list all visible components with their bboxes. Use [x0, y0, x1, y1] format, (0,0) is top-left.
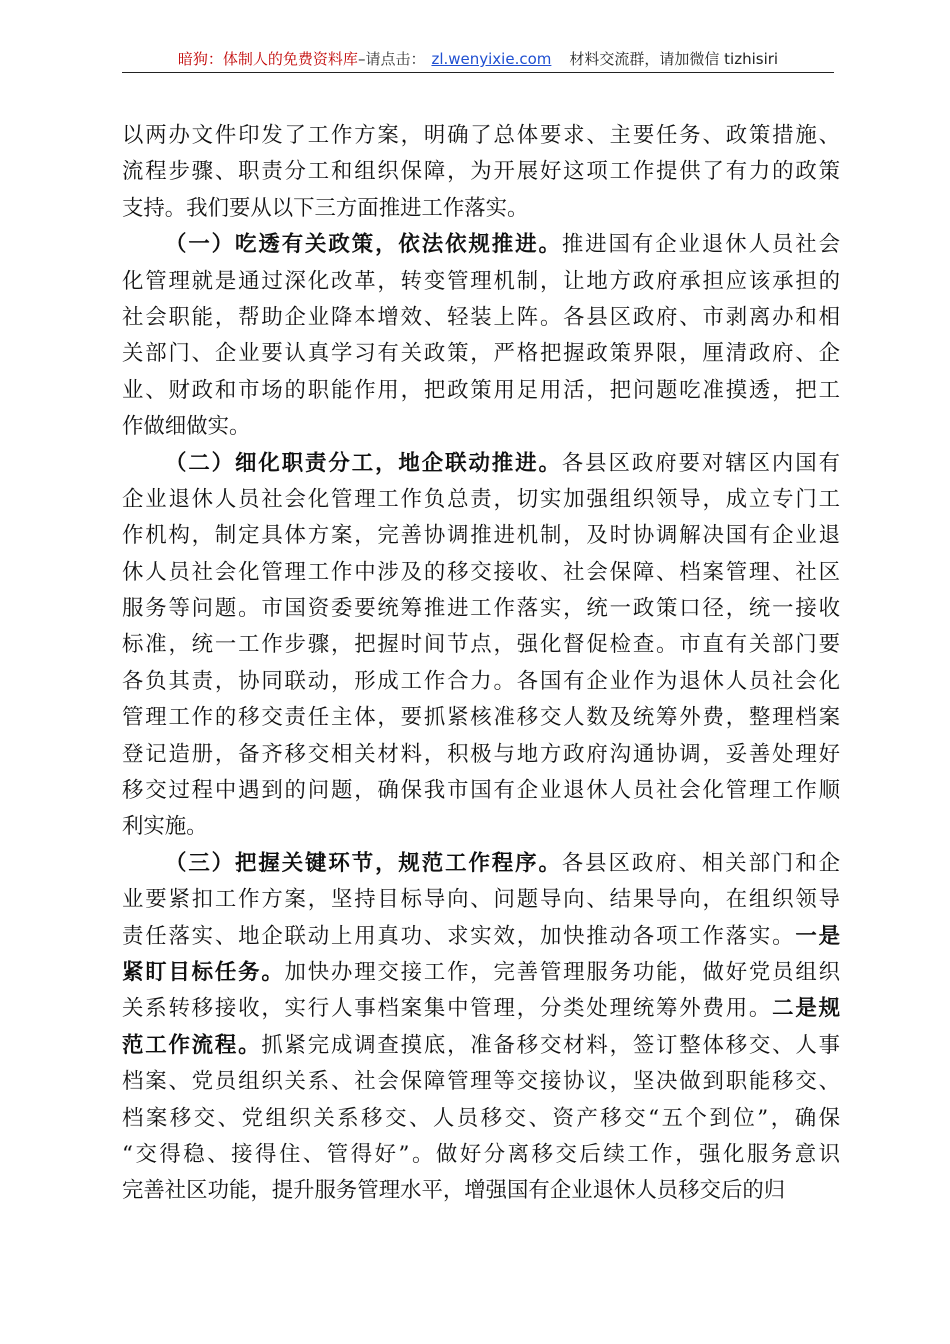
- bold-segment: 紧盯目标任务。: [122, 959, 285, 985]
- document-body: [122, 118, 840, 1210]
- text-segment: 流程步骤、职责分工和组织保障，为开展好这项工作提供了有力的政策: [122, 159, 840, 185]
- text-line: [122, 919, 840, 955]
- text-line: [122, 227, 840, 263]
- text-segment: 休人员社会化管理工作中涉及的移交接收、社会保障、档案管理、社区: [122, 559, 840, 585]
- text-line: [122, 700, 840, 736]
- text-segment: 档案、党员组织关系、社会保障管理等交接协议，坚决做到职能移交、: [122, 1069, 840, 1095]
- text-segment: 化管理就是通过深化改革，转变管理机制，让地方政府承担应该承担的: [122, 268, 840, 294]
- text-line: [122, 373, 840, 409]
- text-line: [122, 118, 840, 154]
- bold-segment: （二）细化职责分工，地企联动推进。: [165, 450, 562, 476]
- header-wechat-note: 材料交流群，请加微信 tizhisiri: [569, 50, 779, 68]
- text-segment: 业要紧扣工作方案，坚持目标导向、问题导向、结果导向，在组织领导: [122, 887, 840, 913]
- text-segment: 标准，统一工作步骤，把握时间节点，强化督促检查。市直有关部门要: [122, 632, 840, 658]
- text-line: [122, 664, 840, 700]
- text-line: [122, 336, 840, 372]
- paragraph-intro: [122, 118, 840, 227]
- bold-segment: （一）吃透有关政策，依法依规推进。: [165, 232, 562, 258]
- text-line: [122, 409, 840, 445]
- bold-segment: （三）把握关键环节，规范工作程序。: [165, 850, 562, 876]
- header-click-prompt: –请点击：: [357, 50, 426, 68]
- bold-segment: 二是规: [772, 996, 840, 1022]
- text-line: [122, 846, 840, 882]
- text-line: [122, 809, 840, 845]
- text-segment: 关系转移接收，实行人事档案集中管理，分类处理统筹外费用。: [122, 996, 773, 1022]
- text-segment: 管理工作的移交责任主体，要抓紧核准移交人数及统筹外费，整理档案: [122, 705, 840, 731]
- text-segment: 关部门、企业要认真学习有关政策，严格把握政策界限，厘清政府、企: [122, 341, 840, 367]
- header-site-name: 暗狗：体制人的免费资料库: [177, 50, 358, 68]
- text-segment: 以两办文件印发了工作方案，明确了总体要求、主要任务、政策措施、: [122, 123, 840, 148]
- text-segment: 支持。我们要从以下三方面推进工作落实。: [122, 195, 529, 221]
- text-segment: 完善社区功能，提升服务管理水平，增强国有企业退休人员移交后的归: [122, 1178, 786, 1204]
- text-segment: 作机构，制定具体方案，完善协调推进机制，及时协调解决国有企业退: [122, 523, 840, 549]
- text-segment: 作做细做实。: [122, 414, 251, 440]
- text-line: [122, 1137, 840, 1173]
- paragraph-section-1: [122, 227, 840, 445]
- text-line: [122, 300, 840, 336]
- text-line: [122, 264, 840, 300]
- text-line: [122, 591, 840, 627]
- text-line: [122, 773, 840, 809]
- paragraph-section-2: [122, 446, 840, 846]
- bold-segment: 一是: [795, 923, 840, 949]
- text-segment: 推进国有企业退休人员社会: [561, 232, 840, 258]
- text-line: [122, 991, 840, 1027]
- text-line: [122, 446, 840, 482]
- text-line: [122, 1173, 840, 1209]
- text-line: [122, 627, 840, 663]
- text-line: [122, 555, 840, 591]
- bold-segment: 范工作流程。: [122, 1032, 262, 1058]
- text-segment: 档案移交、党组织关系移交、人员移交、资产移交“五个到位”，确保: [122, 1105, 840, 1131]
- page-header: [122, 46, 834, 73]
- text-line: [122, 191, 840, 227]
- text-line: [122, 1101, 840, 1137]
- text-segment: 各县区政府、相关部门和企: [561, 850, 840, 876]
- header-link[interactable]: zl.wenyixie.com: [431, 50, 552, 68]
- text-segment: 移交过程中遇到的问题，确保我市国有企业退休人员社会化管理工作顺: [122, 778, 840, 804]
- text-segment: 各县区政府要对辖区内国有: [561, 450, 840, 476]
- text-line: [122, 882, 840, 918]
- text-segment: 加快办理交接工作，完善管理服务功能，做好党员组织: [284, 959, 840, 985]
- text-segment: 利实施。: [122, 814, 208, 840]
- text-line: [122, 955, 840, 991]
- text-segment: 企业退休人员社会化管理工作负总责，切实加强组织领导，成立专门工: [122, 486, 840, 512]
- text-line: [122, 1028, 840, 1064]
- text-line: [122, 154, 840, 190]
- text-line: [122, 737, 840, 773]
- paragraph-section-3: [122, 846, 840, 1210]
- text-segment: 责任落实、地企联动上用真功、求实效，加快推动各项工作落实。: [122, 923, 796, 949]
- text-segment: “交得稳、接得住、管得好”。做好分离移交后续工作，强化服务意识: [122, 1141, 840, 1167]
- text-line: [122, 1064, 840, 1100]
- text-segment: 各负其责，协同联动，形成工作合力。各国有企业作为退休人员社会化: [122, 668, 840, 694]
- text-segment: 抓紧完成调查摸底，准备移交材料，签订整体移交、人事: [261, 1032, 840, 1058]
- text-line: [122, 518, 840, 554]
- text-segment: 登记造册，备齐移交相关材料，积极与地方政府沟通协调，妥善处理好: [122, 741, 840, 767]
- text-segment: 业、财政和市场的职能作用，把政策用足用活，把问题吃准摸透，把工: [122, 377, 840, 403]
- text-line: [122, 482, 840, 518]
- text-segment: 服务等问题。市国资委要统筹推进工作落实，统一政策口径，统一接收: [122, 596, 840, 622]
- text-segment: 社会职能，帮助企业降本增效、轻装上阵。各县区政府、市剥离办和相: [122, 304, 840, 330]
